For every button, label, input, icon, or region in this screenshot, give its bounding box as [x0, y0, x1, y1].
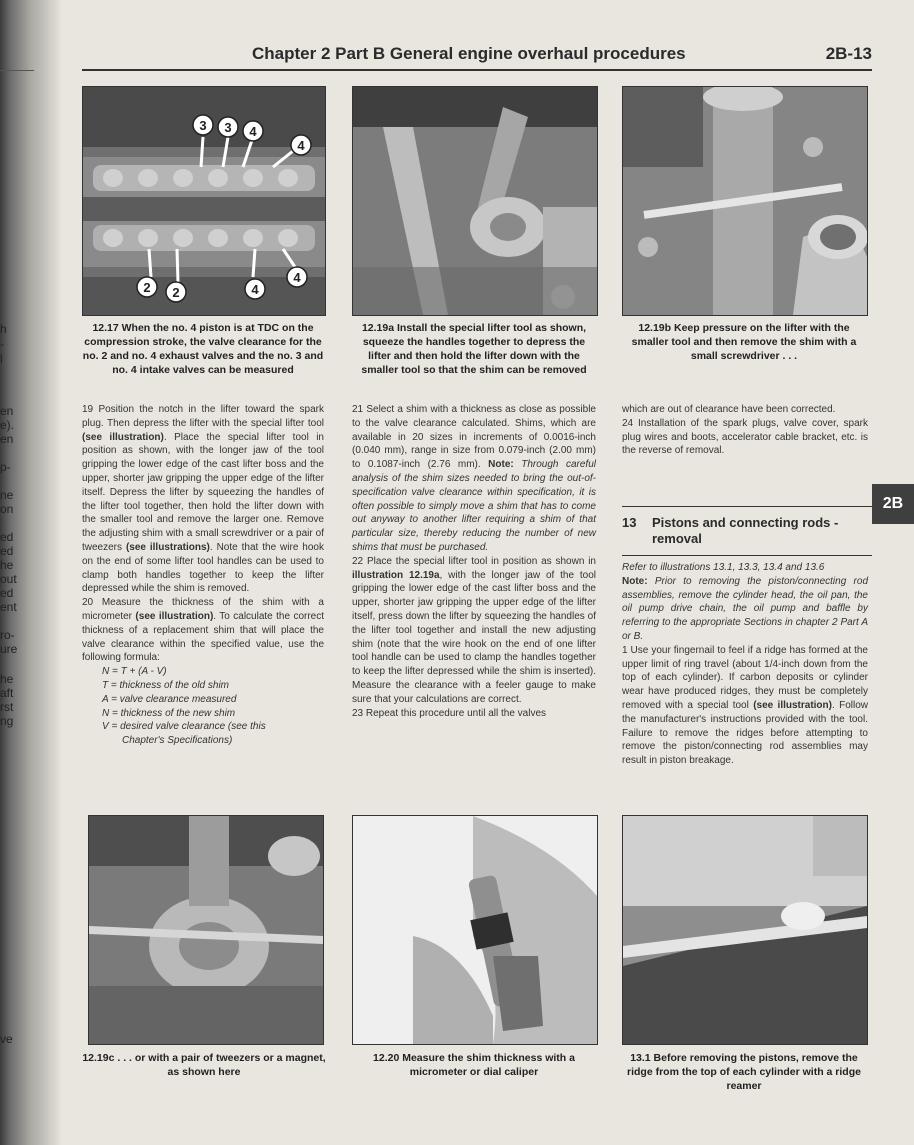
text-column-1	[82, 403, 324, 748]
formula-def-v-cont: Chapter's Specifications)	[122, 735, 233, 747]
edge-fragment: h	[0, 322, 7, 336]
edge-fragment: ne	[0, 488, 14, 502]
edge-fragment: en	[0, 404, 14, 418]
page-header	[82, 44, 872, 70]
paragraph-21: 21 Select a shim with a thickness as close as possible to the valve clearance calculated. Shims, which are available in 20 sizes in increments of 0.0016-inch (0.040 mm), range in size from 0.079-inch (2.00 mm) to 0.1087-inch (2.76 mm). Note: Through careful analysis of the shim sizes needed to bring the out-of-specification valve clearance within specification, it is often possible to simply move a shim that has to come out anyway to another lifter requiring a shim of that particular size, thereby reducing the number of new shims that must be purchased.	[352, 404, 596, 553]
figure-12-19c-caption: 12.19c . . . or with a pair of tweezers or a magnet, as shown here	[82, 1052, 326, 1078]
edge-fragment: ed	[0, 530, 14, 544]
figure-12-19c-photo	[88, 815, 324, 1045]
paragraph-24: 24 Installation of the spark plugs, valve cover, spark plug wires and boots, accelerator cable bracket, etc. is the reverse of removal.	[622, 417, 868, 457]
paragraph-22: 22 Place the special lifter tool in position as shown in illustration 12.19a, with the longer jaw of the tool gripping the lower edge of the cast lifter boss and the upper, shorter jaw gripping the upper edge of the lifter itself, press down the lifter by squeezing the handles of the lifter tool together and install the new adjusting shim (note that the wire hook on the end of one lifter tool handle can be used to clamp the handles together to keep the lifter depressed while the shim is inserted). Measure the clearance with a feeler gauge to make sure that your calculations are correct.	[352, 555, 597, 705]
adjacent-page-edge	[0, 0, 62, 1145]
callout-4d: 4	[293, 270, 301, 285]
paragraph-20: 20 Measure the thickness of the shim with a micrometer (see illustration). To calculate the correct thickness of a replacement shim that will place the valve clearance within the specified value, use the following formula:	[82, 597, 324, 664]
section-rule-bottom	[622, 555, 872, 556]
figure-12-19b-caption: 12.19b Keep pressure on the lifter with the smaller tool and then remove the shim with a small screwdriver . . .	[631, 322, 857, 362]
callout-2b: 2	[172, 285, 180, 300]
refer-line: Refer to illustrations 13.1, 13.3, 13.4 and 13.6	[622, 562, 825, 573]
callout-3b: 3	[224, 120, 232, 135]
edge-fragment: en	[0, 432, 14, 446]
figure-13-1-photo	[622, 815, 868, 1045]
section-number: 13	[622, 515, 637, 530]
edge-fragment: on	[0, 502, 14, 516]
formula-def-a: A = valve clearance measured	[102, 693, 237, 705]
callout-3a: 3	[199, 118, 207, 133]
formula-def-v: V = desired valve clearance (see this	[102, 721, 266, 733]
edge-fragment: ed	[0, 586, 14, 600]
edge-fragment: -	[0, 337, 4, 351]
edge-divider	[0, 70, 34, 71]
callout-4c: 4	[251, 282, 259, 297]
edge-fragment: out	[0, 572, 17, 586]
figure-12-19a-photo	[352, 86, 598, 316]
section-title-line-2: removal	[652, 531, 702, 546]
figure-12-19a-caption: 12.19a Install the special lifter tool as shown, squeeze the handles together to depress the lifter and then hold the lifter down with the smaller tool so that the shim can be removed	[361, 322, 587, 376]
edge-fragment: rst	[0, 700, 14, 714]
formula-def-t: T = thickness of the old shim	[102, 679, 230, 691]
edge-fragment: ng	[0, 714, 14, 728]
paragraph-19: 19 Position the notch in the lifter toward the spark plug. Then depress the lifter with the special lifter tool (see illustration). Place the special lifter tool in position as shown, with the longer jaw of the tool gripping the lower edge of the cast lifter boss and the upper, shorter jaw gripping the upper edge of the lifter itself. Depress the lifter by squeezing the handles of the lifter tool together, then hold the lifter down with the smaller tool and remove the larger one. Remove the adjusting shim with a small screwdriver or a pair of tweezers (see illustrations). Note that the wire hook on the end of some lifter tool handles can be used to clamp both handles together to keep the lifter depressed while the shim is removed.	[82, 404, 324, 595]
figure-13-1-caption: 13.1 Before removing the pistons, remove the ridge from the top of each cylinder with a ridge reamer	[627, 1052, 861, 1092]
paragraph-23: 23 Repeat this procedure until all the valves	[352, 707, 547, 719]
edge-fragment: ro-	[0, 628, 15, 642]
figure-12-20-photo	[352, 815, 598, 1045]
edge-fragment: l	[0, 352, 3, 366]
edge-fragment: aft	[0, 686, 14, 700]
edge-fragment: ed	[0, 544, 14, 558]
paragraph-continued: which are out of clearance have been corrected.	[622, 404, 836, 415]
section-title-line-1: Pistons and connecting rods -	[652, 515, 839, 530]
callout-2a: 2	[143, 280, 151, 295]
text-column-3-top	[622, 403, 868, 458]
edge-fragment: he	[0, 558, 14, 572]
edge-fragment: ve	[0, 1032, 13, 1046]
section-13-heading	[622, 506, 872, 556]
page-number: 2B-13	[825, 44, 872, 63]
formula-def-n: N = thickness of the new shim	[102, 707, 236, 719]
callout-4a: 4	[249, 124, 257, 139]
edge-fragment: he	[0, 672, 14, 686]
edge-fragment: p-	[0, 460, 11, 474]
paragraph-1: 1 Use your fingernail to feel if a ridge has formed at the upper limit of ring travel (about 1/4-inch down from the top of each cylinder). If carbon deposits or cylinder wear have produced ridges, they must be completely removed with a special tool (see illustration). Follow the manufacturer's instructions provided with the tool. Failure to remove the ridges before attempting to remove the piston/connecting rod assemblies may result in piston breakage.	[622, 644, 868, 767]
figure-12-19b-photo	[622, 86, 868, 316]
header-rule	[82, 69, 872, 71]
shim-formula	[82, 665, 324, 748]
section-note: Note: Prior to removing the piston/connecting rod assemblies, remove the cylinder head, the oil pan, the oil pump drive chain, the oil pump and baffle by referring to the appropriate Sections in chapter 2 Part A or B.	[622, 575, 868, 642]
edge-fragment: ent	[0, 600, 17, 614]
figure-12-17-caption: 12.17 When the no. 4 piston is at TDC on the compression stroke, the valve clearance for the no. 2 and no. 4 exhaust valves and the no. 3 and no. 4 intake valves can be measured	[82, 322, 324, 376]
figure-12-20-caption: 12.20 Measure the shim thickness with a micrometer or dial caliper	[373, 1052, 575, 1078]
section-tab: 2B	[872, 484, 914, 524]
text-column-2	[352, 403, 596, 720]
chapter-title: Chapter 2 Part B General engine overhaul procedures	[252, 44, 686, 63]
edge-fragment: e).	[0, 418, 15, 432]
text-column-3-bottom	[622, 561, 868, 768]
formula-equation: N = T + (A - V)	[102, 666, 167, 678]
figure-12-17-photo	[82, 86, 326, 316]
edge-fragment: ure	[0, 642, 18, 656]
callout-4b: 4	[297, 138, 305, 153]
